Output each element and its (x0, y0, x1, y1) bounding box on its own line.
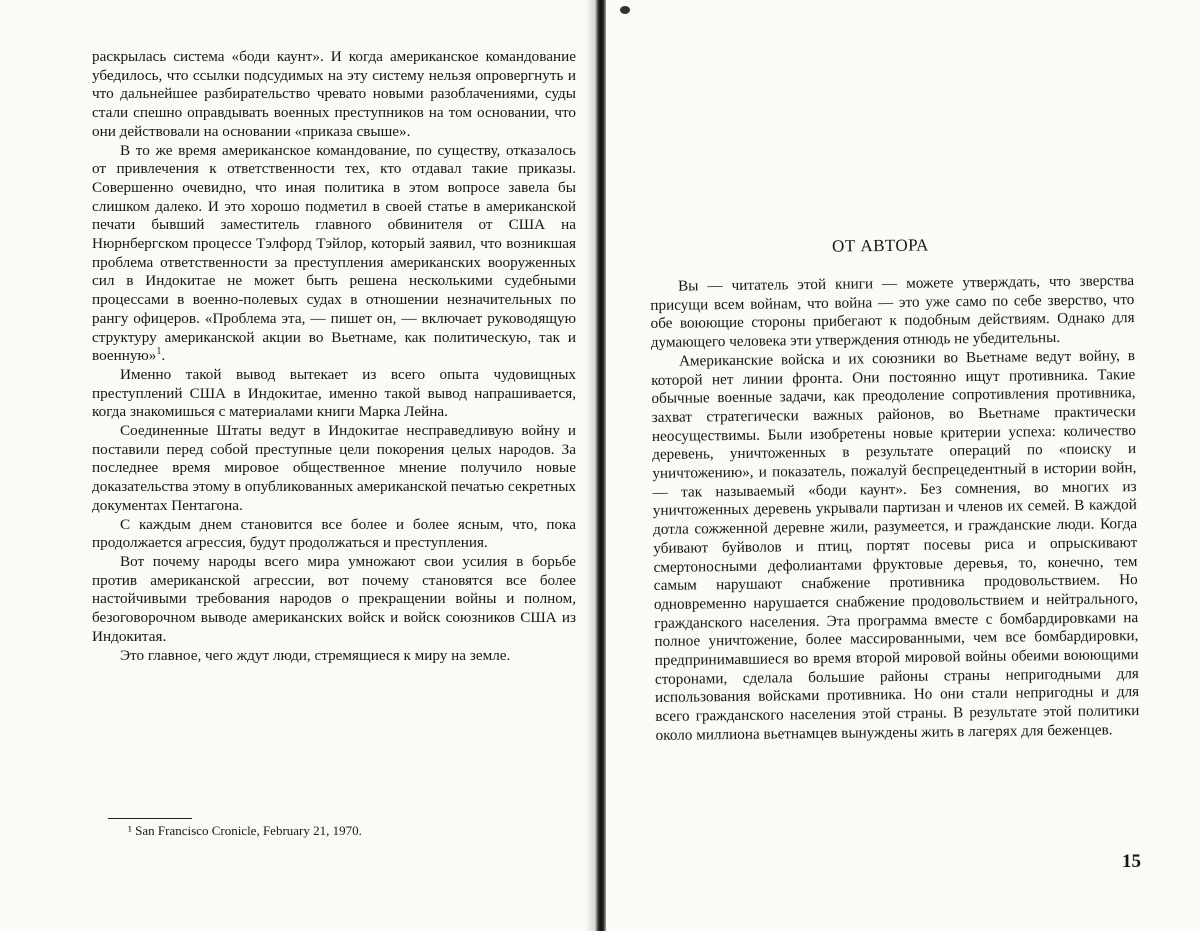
paragraph: С каждым днем становится все более и более ясным, что, пока продолжается агрессия, будут продолжаться и преступления. (92, 515, 576, 552)
right-page (606, 0, 1200, 931)
page-number: 15 (1122, 851, 1141, 872)
paragraph: Американские войска и их союзники во Вьетнаме ведут войну, в которой нет линии фронта. Они постоянно ищут противника. Такие обычные военные задачи, как преодоление сопротивления противника, захват стратегически важных районов, во Вьетнаме практически неосуществимы. Были изобретены новые критерии успеха: количество деревень, уничтоженных в результате операций по «поиску и уничтожению», и показатель, пожалуй беспрецедентный в истории войн, — так называемый «боди каунт». Без сомнения, во многих из уничтоженных деревень укрывали партизан и членов их семей. В каждой дотла сожженной деревне жили, разумеется, и гражданские люди. Когда убивают буйволов и птиц, портят посевы риса и опрыскивают смертоносными дефолиантами фруктовые деревья, то, конечно, тем самым нарушают снабжение противника продовольствием. Но одновременно нарушается снабжение продовольствием и нейтрального, гражданского населения. Эта программа вместе с бомбардировками на полное уничтожение, более массированными, чем все бомбардировки, предпринимавшиеся во время второй мировой войны обеими воюющими сторонами, сделала большие районы страны непригодными для использования войсками противника. Но они стали непригодны и для всего гражданского населения этой страны. В результате этой политики около миллиона вьетнамцев вынуждены жить в лагерях для беженцев. (651, 346, 1140, 744)
section-title: ОТ АВТОРА (831, 235, 929, 256)
paragraph: Это главное, чего ждут люди, стремящиеся к миру на земле. (120, 646, 511, 664)
left-page (0, 0, 598, 931)
footnote-marker: 1 (156, 346, 162, 358)
paragraph: Вот почему народы всего мира умножают свои усилия в борьбе против американской агрессии, вот почему становятся все более настойчивыми требования народов о прекращении войны и полном, безоговорочном выводе американских войск и войск союзников США из Индокитая. (92, 552, 576, 645)
paragraph: раскрылась система «боди каунт». И когда американское командование убедилось, что ссылки подсудимых на эту систему нельзя опровергнуть и что дальнейшее разбирательство чревато новыми разоблачениями, суды стали спешно оправдывать военных преступников на том основании, что они действовали на основании «приказа свыше». (92, 48, 576, 140)
scan-speck (620, 6, 630, 14)
paragraph: Именно такой вывод вытекает из всего опыта чудовищных преступлений США в Индокитае, именно такой вывод напрашивается, когда знакомишься с материалами книги Марка Лейна. (92, 365, 576, 421)
footnote: ¹ San Francisco Cronicle, February 21, 1970. (128, 823, 362, 838)
paragraph-text: В то же время американское командование, по существу, отказалось от привлечения к ответственности тех, кто отдавал такие приказы. Совершенно очевидно, что иная политика в этом вопросе завела бы слишком далеко. И это хорошо подметил в своей статье в американской печати бывший заместитель главного обвинителя от США на Нюрнбергском процессе Тэлфорд Тэйлор, который заявил, что возникшая проблема ответственности за преступления американских вооруженных сил в Индокитае не может быть решена несколькими судебными процессами в военно-полевых судах в отношении незначительных по рангу офицеров. «Проблема эта, — пишет он, — включает руководящую структуру американской акции во Вьетнаме, как политическую, так и военную» (92, 141, 576, 365)
paragraph: Вы — читатель этой книги — можете утверждать, что зверства присущи всем войнам, что война — это уже само по себе зверство, что обе воюющие стороны прибегают к подобным действиям. Однако для думающего человека эти утверждения отнюдь не убедительны. (650, 272, 1135, 352)
paragraph: В то же время американское командование, по существу, отказалось от привлечения к ответственности тех, кто отдавал такие приказы. Совершенно очевидно, что иная политика в этом вопросе завела бы слишком далеко. И это хорошо подметил в своей статье в американской печати бывший заместитель главного обвинителя от США на Нюрнбергском процессе Тэлфорд Тэйлор, который заявил, что возникшая проблема ответственности за преступления американских вооруженных сил в Индокитае не может быть решена несколькими судебными процессами в военно-полевых судах в отношении незначительных по рангу офицеров. «Проблема эта, — пишет он, — включает руководящую структуру американской акции во Вьетнаме, как политическую, так и военную»$^1$. (92, 141, 576, 365)
paragraph: Соединенные Штаты ведут в Индокитае несправедливую войну и поставили перед собой преступные цели покорения целых народов. За последнее время мировое общественное мнение получило новые доказательства этому в опубликованных американской печатью секретных документах Пентагона. (92, 422, 576, 514)
left-page-body (92, 48, 576, 665)
footnote-divider (108, 818, 192, 819)
right-page-body (650, 272, 1140, 745)
